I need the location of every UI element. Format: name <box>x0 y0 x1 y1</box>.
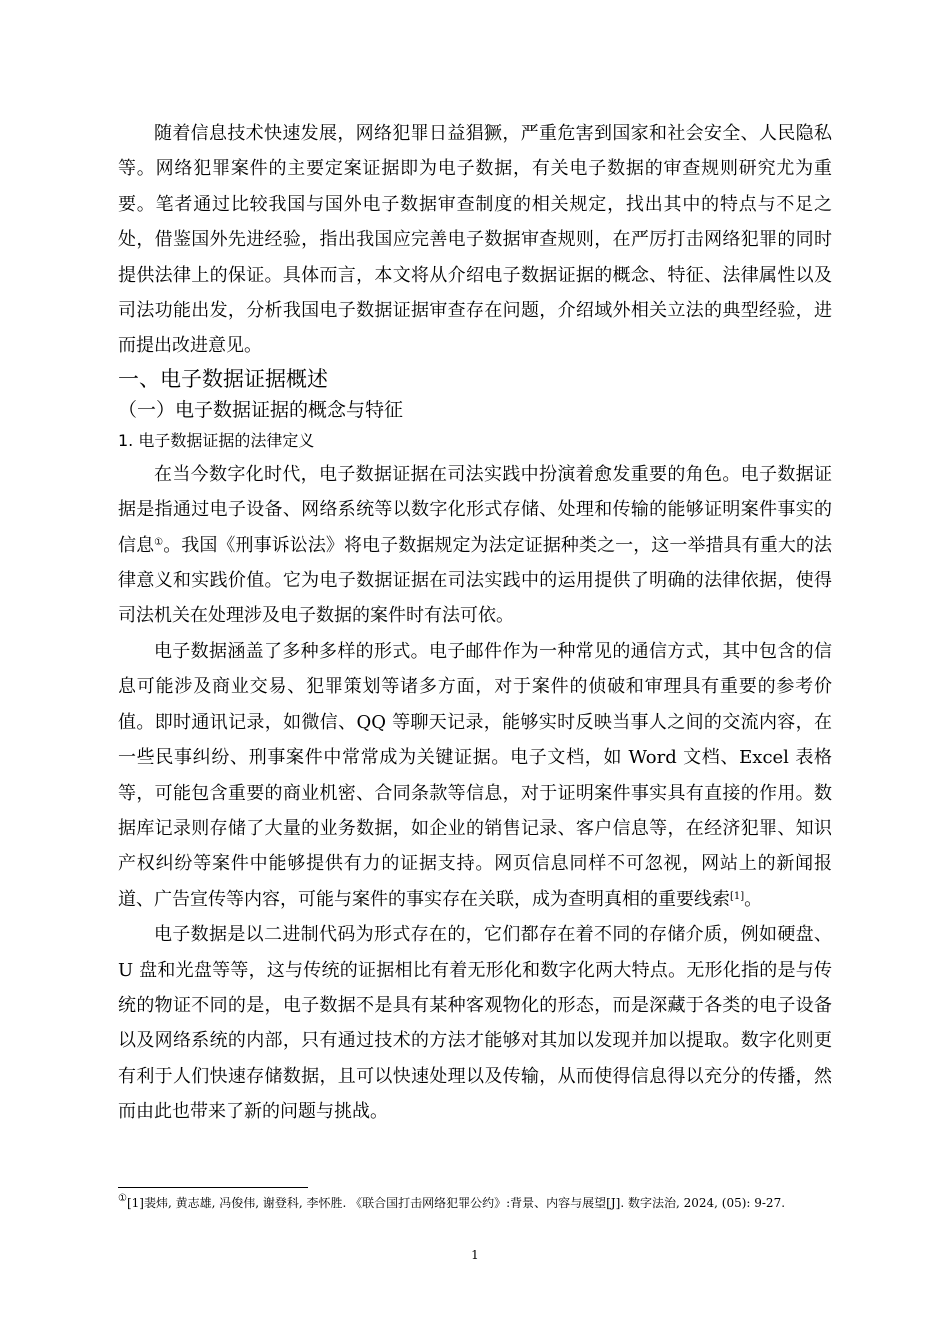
paragraph-1-text-cont: 。我国《刑事诉讼法》将电子数据规定为法定证据种类之一，这一举措具有重大的法律意义和实践价值。它为电子数据证据在司法实践中的运用提供了明确的法律依据，使得司法机关在处理涉及电子数据的案件时有法可依。 <box>118 534 832 627</box>
citation-ref[interactable]: [1] <box>730 890 745 902</box>
footnote-mark: ① <box>118 1193 127 1204</box>
subsubsection-heading: 1. 电子数据证据的法律定义 <box>118 430 315 450</box>
paragraph-2-text-cont: 。 <box>744 888 763 910</box>
body-text <box>118 116 832 1130</box>
paragraph-2 <box>118 634 832 917</box>
paragraph-3: 电子数据是以二进制代码为形式存在的，它们都存在着不同的存储介质，例如硬盘、U 盘和光盘等等，这与传统的证据相比有着无形化和数字化两大特点。无形化指的是与传统的物证不同的是，电子数据不是具有某种客观物化的形态，而是深藏于各类的电子设备以及网络系统的内部，只有通过技术的方法才能够对其加以发现并加以提取。数字化则更有利于人们快速存储数据，且可以快速处理以及传输，从而使得信息得以充分的传播，然而由此也带来了新的问题与挑战。 <box>118 924 832 1123</box>
footnote-ref[interactable]: ① <box>154 536 164 548</box>
footnote <box>118 1194 832 1213</box>
footnote-divider <box>118 1187 308 1188</box>
paragraph-2-text: 电子数据涵盖了多种多样的形式。电子邮件作为一种常见的通信方式，其中包含的信息可能涉及商业交易、犯罪策划等诸多方面，对于案件的侦破和审理具有重要的参考价值。即时通讯记录，如微信、QQ 等聊天记录，能够实时反映当事人之间的交流内容，在一些民事纠纷、刑事案件中常常成为关键证据。电子文档，如 Word 文档、Excel 表格等，可能包含重要的商业机密、合同条款等信息，对于证明案件事实具有直接的作用。数据库记录则存储了大量的业务数据，如企业的销售记录、客户信息等，在经济犯罪、知识产权纠纷等案件中能够提供有力的证据支持。网页信息同样不可忽视，网站上的新闻报道、广告宣传等内容，可能与案件的事实存在关联，成为查明真相的重要线索 <box>118 640 832 910</box>
intro-paragraph: 随着信息技术快速发展，网络犯罪日益猖獗，严重危害到国家和社会安全、人民隐私等。网络犯罪案件的主要定案证据即为电子数据，有关电子数据的审查规则研究尤为重要。笔者通过比较我国与国外电子数据审查制度的相关规定，找出其中的特点与不足之处，借鉴国外先进经验，指出我国应完善电子数据审查规则，在严厉打击网络犯罪的同时提供法律上的保证。具体而言，本文将从介绍电子数据证据的概念、特征、法律属性以及司法功能出发，分析我国电子数据证据审查存在问题，介绍域外相关立法的典型经验，进而提出改进意见。 <box>118 123 832 357</box>
footnote-text: [1]裴炜, 黄志雄, 冯俊伟, 谢登科, 李怀胜. 《联合国打击网络犯罪公约》:背景、内容与展望[J]. 数字法治, 2024, (05): 9-27. <box>126 1196 786 1210</box>
paragraph-1 <box>118 457 832 634</box>
page-number: 1 <box>471 1248 479 1262</box>
paragraph-1-text: 在当今数字化时代，电子数据证据在司法实践中扮演着愈发重要的角色。电子数据证据是指通过电子设备、网络系统等以数字化形式存储、处理和传输的能够证明案件事实的信息 <box>118 463 832 556</box>
section-heading: 一、电子数据证据概述 <box>118 366 328 391</box>
subsection-heading: （一）电子数据证据的概念与特征 <box>118 398 404 421</box>
